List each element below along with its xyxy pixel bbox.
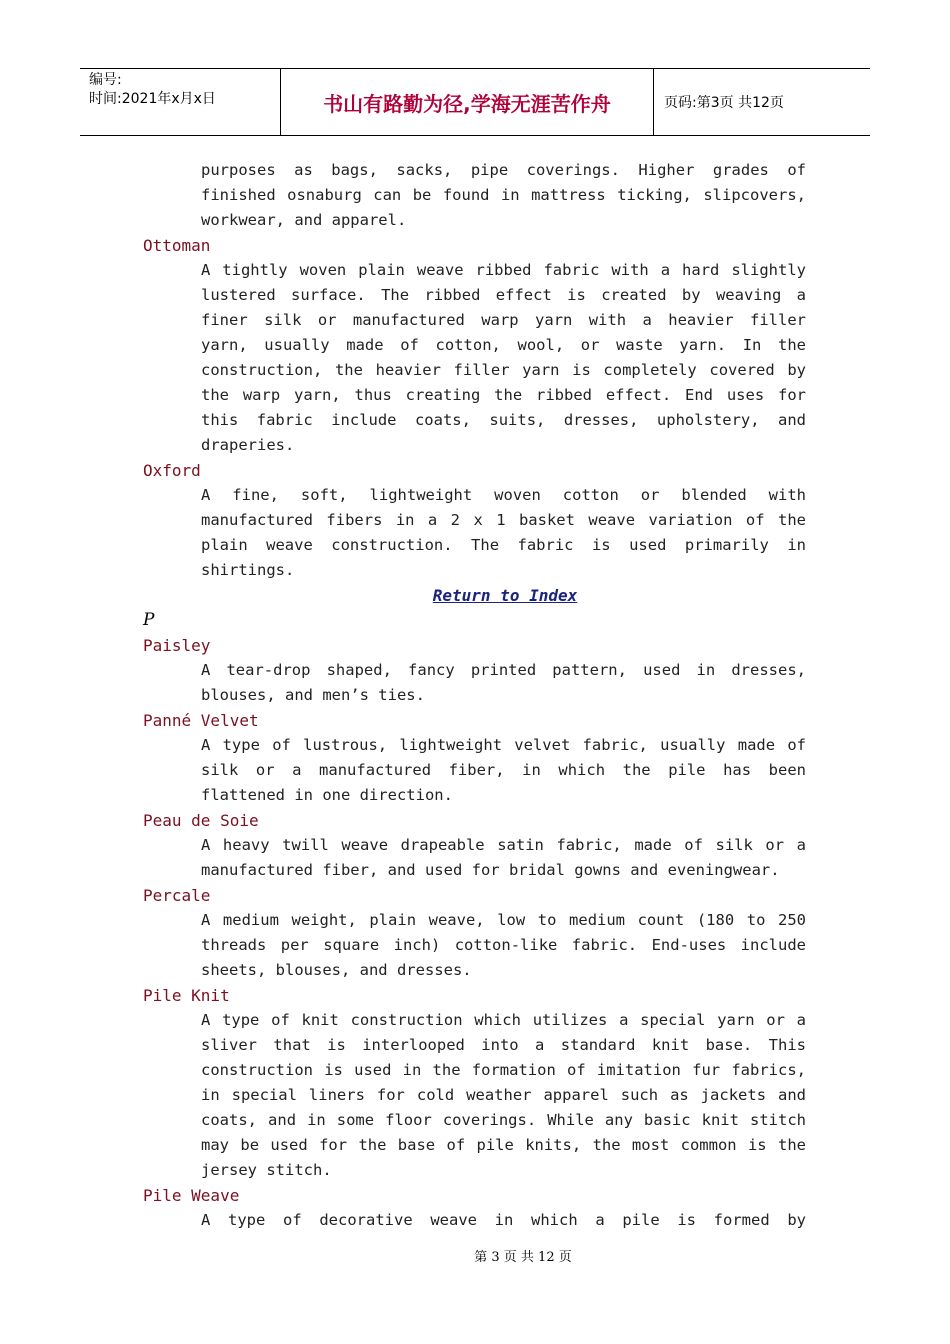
header-page-number: 页码:第3页 共12页 [664,95,784,111]
footer-page-number: 第 3 页 共 12 页 [474,1250,572,1265]
term-paisley: Paisley [143,636,211,655]
term-percale: Percale [143,886,211,905]
definition-line: shirtings. [201,561,295,579]
definition-line: manufactured fiber, and used for bridal gowns and eveningwear. [201,861,780,879]
term-ottoman: Ottoman [143,236,211,255]
definition-line: jersey stitch. [201,1161,332,1179]
definition-line: A type of knit construction which utilizes a special yarn or a [201,1011,806,1029]
definition-line: finished osnaburg can be found in mattress ticking, slipcovers, [201,186,806,204]
term-pile-knit: Pile Knit [143,986,230,1005]
definition-line: A type of lustrous, lightweight velvet fabric, usually made of [201,736,806,754]
definition-line: construction, the heavier filler yarn is completely covered by [201,361,806,379]
definition-line: may be used for the base of pile knits, the most common is the [201,1136,806,1154]
definition-line: flattened in one direction. [201,786,453,804]
definition-line: workwear, and apparel. [201,211,407,229]
definition-line: yarn, usually made of cotton, wool, or waste yarn. In the [201,336,806,354]
definition-line: A heavy twill weave drapeable satin fabric, made of silk or a [201,836,806,854]
definition-line: this fabric include coats, suits, dresses, upholstery, and [201,411,806,429]
return-to-index-link[interactable]: Return to Index [432,586,578,605]
term-oxford: Oxford [143,461,201,480]
definition-line: A type of decorative weave in which a pile is formed by [201,1211,806,1229]
definition-line: sheets, blouses, and dresses. [201,961,472,979]
return-to-index-row [60,583,950,608]
term-panne-velvet: Panné Velvet [143,711,259,730]
definition-line: A medium weight, plain weave, low to medium count (180 to 250 [201,911,806,929]
definition-line: draperies. [201,436,295,454]
definition-line: in special liners for cold weather apparel such as jackets and [201,1086,806,1104]
definition-line: A tear-drop shaped, fancy printed pattern, used in dresses, [201,661,806,679]
page-header [80,68,870,136]
definition-line: coats, and in some floor coverings. While any basic knit stitch [201,1111,806,1129]
term-pile-weave: Pile Weave [143,1186,240,1205]
definition-line: purposes as bags, sacks, pipe coverings. Higher grades of [201,161,806,179]
header-motto: 书山有路勤为径,学海无涯苦作舟 [281,69,654,135]
definition-line: blouses, and men’s ties. [201,686,425,704]
definition-line: threads per square inch) cotton-like fabric. End-uses include [201,936,806,954]
definition-line: manufactured fibers in a 2 x 1 basket weave variation of the [201,511,806,529]
document-date-label: 时间:2021年x月x日 [89,91,216,107]
definition-line: the warp yarn, thus creating the ribbed effect. End uses for [201,386,806,404]
definition-line: lustered surface. The ribbed effect is created by weaving a [201,286,806,304]
document-body [0,158,950,1233]
definition-line: A tightly woven plain weave ribbed fabric with a hard slightly [201,261,806,279]
definition-line: sliver that is interlooped into a standard knit base. This [201,1036,806,1054]
term-peau-de-soie: Peau de Soie [143,811,259,830]
definition-line: plain weave construction. The fabric is used primarily in [201,536,806,554]
definition-line: A fine, soft, lightweight woven cotton or blended with [201,486,806,504]
header-meta [80,69,281,135]
definition-line: silk or a manufactured fiber, in which the pile has been [201,761,806,779]
definition-line: construction is used in the formation of imitation fur fabrics, [201,1061,806,1079]
document-number-label: 编号: [89,72,122,88]
section-letter: P [143,610,155,630]
definition-line: finer silk or manufactured warp yarn with a heavier filler [201,311,806,329]
page-footer [0,1246,950,1265]
